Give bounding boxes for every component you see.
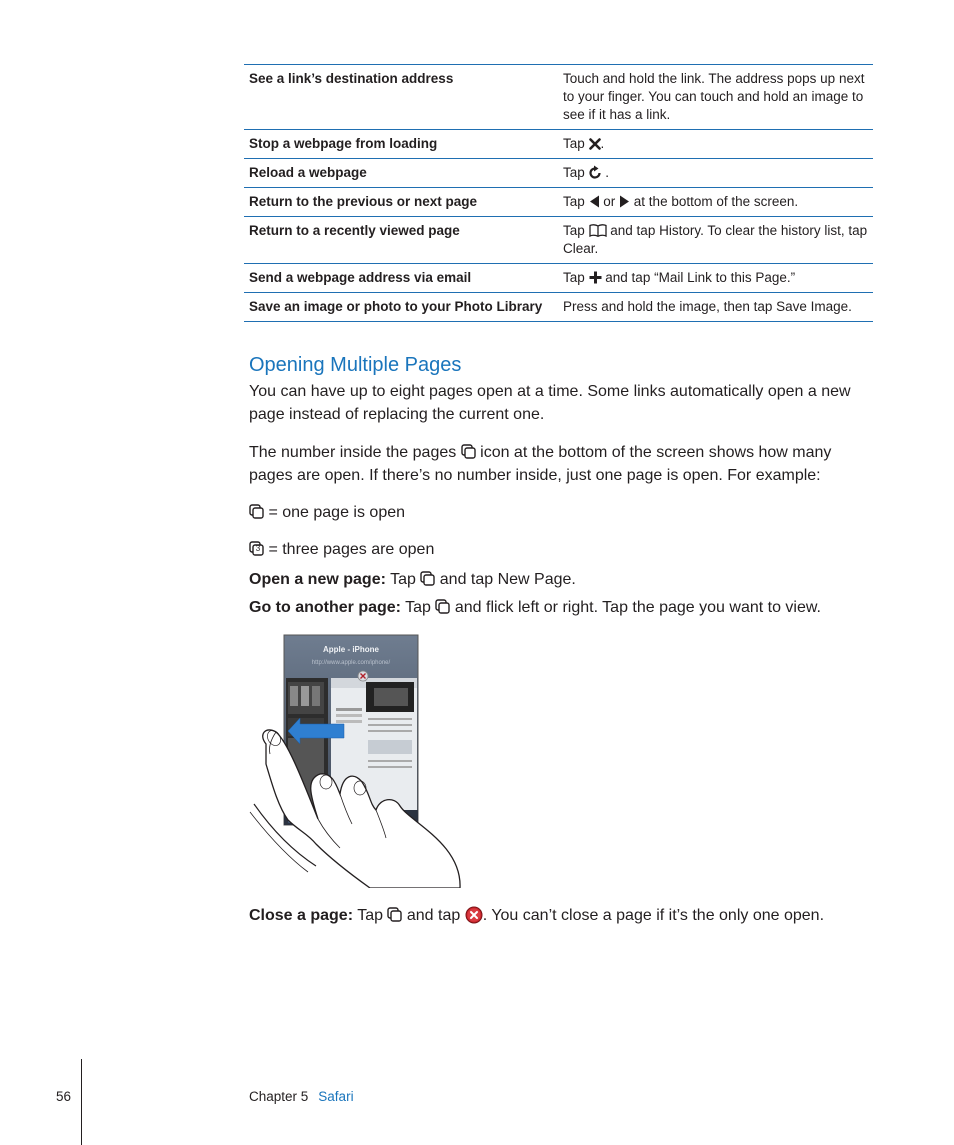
one-page-example: = one page is open xyxy=(249,501,874,524)
bookmarks-icon xyxy=(589,224,607,237)
pages-count: 3 xyxy=(255,544,261,553)
table-row xyxy=(244,130,873,159)
safari-tasks-table xyxy=(244,64,873,322)
thumbnail-page-url: http://www.apple.com/iphone/ xyxy=(311,660,391,666)
section-heading: Opening Multiple Pages xyxy=(249,354,462,376)
plus-icon xyxy=(589,271,602,284)
close-page-icon xyxy=(465,906,483,924)
how-cell: Tap and tap “Mail Link to this Page.” xyxy=(563,270,796,285)
table-row xyxy=(244,293,873,322)
pages-paragraph: The number inside the pages icon at the bottom of the screen shows how many pages are open. If there’s no number inside, just one page is open. For example: xyxy=(249,444,832,484)
pages-icon xyxy=(435,599,450,614)
table-row xyxy=(244,264,873,293)
table-row xyxy=(244,188,873,217)
task-cell: Save an image or photo to your Photo Library xyxy=(249,299,543,314)
open-new-page-instruction: Open a new page: Tap and tap New Page. xyxy=(249,571,576,588)
close-page-instruction: Close a page: Tap and tap . You can’t close a page if it’s the only one open. xyxy=(249,907,825,924)
task-cell: Return to the previous or next page xyxy=(249,194,478,209)
goto-page-instruction: Go to another page: Tap and flick left or right. Tap the page you want to view. xyxy=(249,599,821,616)
task-cell: Return to a recently viewed page xyxy=(249,223,460,238)
footer-chapter-title: Safari xyxy=(318,1089,354,1104)
back-arrow-icon xyxy=(589,195,600,208)
footer-divider xyxy=(81,1059,82,1145)
forward-arrow-icon xyxy=(619,195,630,208)
flick-pages-illustration xyxy=(248,634,470,888)
task-cell: See a link’s destination address xyxy=(249,71,454,86)
task-cell: Reload a webpage xyxy=(249,165,367,180)
stop-icon xyxy=(589,138,601,150)
pages-icon xyxy=(249,504,264,519)
pages-icon xyxy=(387,907,402,922)
three-pages-example: 3 = three pages are open xyxy=(249,538,874,561)
how-cell: Touch and hold the link. The address pops up next to your finger. You can touch and hold an image to see if it has a link. xyxy=(563,71,865,122)
pages-icon xyxy=(420,571,435,586)
task-cell: Stop a webpage from loading xyxy=(249,136,438,151)
page-number: 56 xyxy=(56,1089,72,1104)
thumbnail-page-title: Apple - iPhone xyxy=(323,645,379,654)
footer-chapter: Chapter 5 Safari xyxy=(249,1089,354,1104)
task-cell: Send a webpage address via email xyxy=(249,270,472,285)
table-row xyxy=(244,159,873,188)
how-cell: Press and hold the image, then tap Save Image. xyxy=(563,299,852,314)
how-cell: Tap or at the bottom of the screen. xyxy=(563,194,799,209)
pages-icon xyxy=(461,444,476,459)
how-cell: Tap and tap History. To clear the history list, tap Clear. xyxy=(563,223,868,256)
table-row xyxy=(244,217,873,264)
table-row xyxy=(244,65,873,130)
intro-paragraph: You can have up to eight pages open at a time. Some links automatically open a new page instead of replacing the current one. xyxy=(249,383,851,423)
pages-count-icon xyxy=(249,541,264,556)
how-cell: Tap . xyxy=(563,165,610,180)
reload-icon xyxy=(589,165,602,179)
how-cell: Tap . xyxy=(563,136,605,151)
